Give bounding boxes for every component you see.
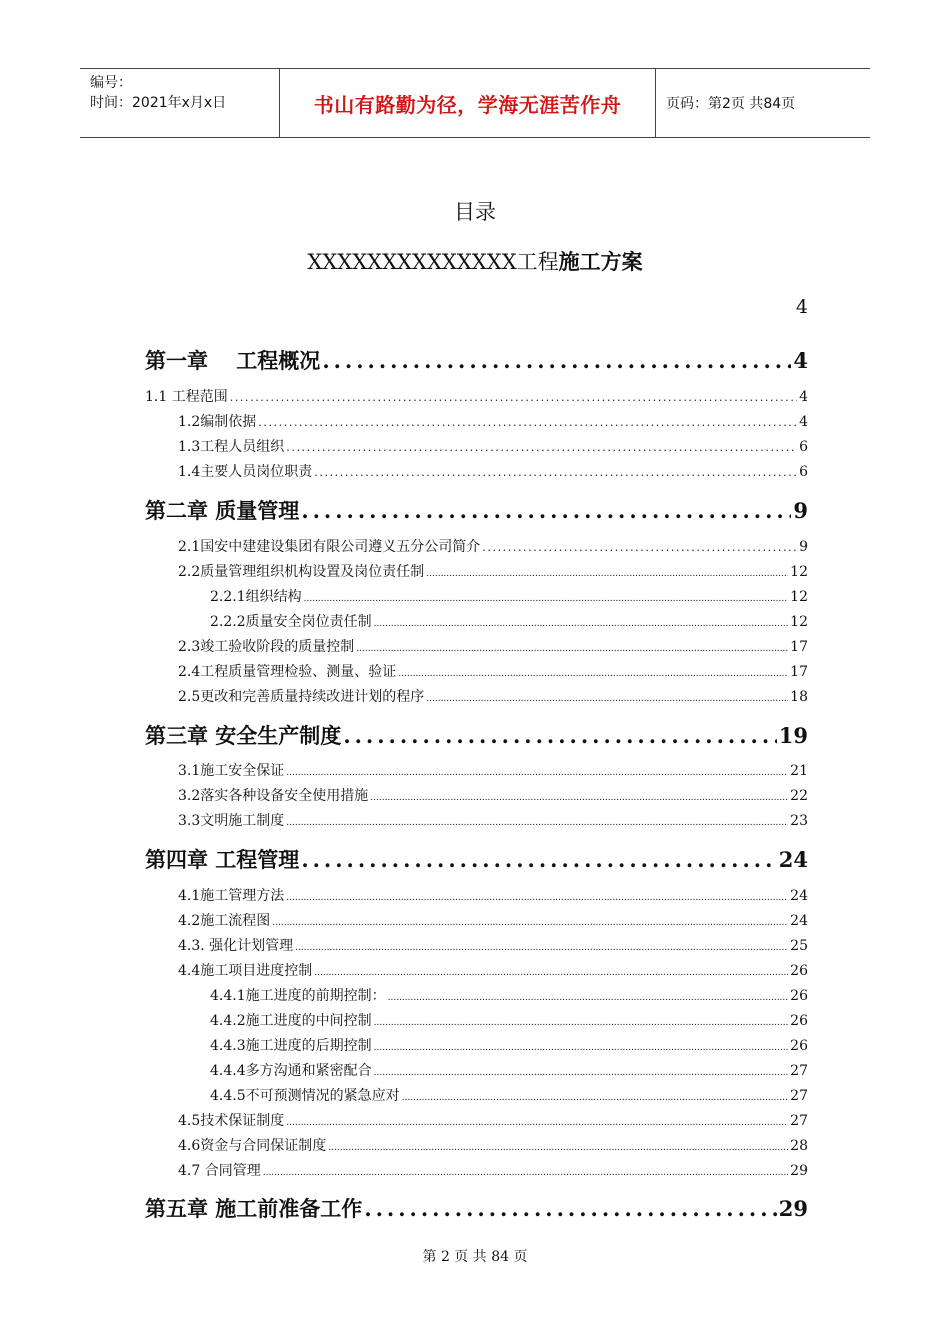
toc-entry-page: 12 [790,589,808,605]
toc-entry-page: 28 [790,1138,808,1154]
toc-section-entry [178,561,808,581]
toc-entry-title: 1.1 工程范围 [145,389,228,405]
toc-entry-title: 3.3文明施工制度 [178,813,285,829]
toc-dot-leader [388,993,789,1003]
toc-entry-page: 4 [799,414,808,430]
toc-dot-leader [301,498,791,523]
toc-entry-title: 4.4.4多方沟通和紧密配合 [210,1063,372,1079]
toc-entry-title: 第二章 质量管理 [145,498,300,523]
toc-entry-title: 第四章 工程管理 [145,847,300,872]
toc-entry-title: 4.4.2施工进度的中间控制 [210,1013,372,1029]
toc-entry-page: 25 [790,938,808,954]
header-motto: 书山有路勤为径，学海无涯苦作舟 [280,69,656,137]
toc-section-entry [178,785,808,805]
toc-entry-title: 3.1施工安全保证 [178,763,285,779]
toc-section-entry [178,436,808,456]
toc-dot-leader [343,723,776,748]
toc-entry-page: 6 [799,464,808,480]
toc-entry-page: 27 [790,1113,808,1129]
toc-entry-page: 12 [790,614,808,630]
toc-dot-leader [322,348,791,373]
toc-chapter-entry [145,495,808,525]
toc-entry-page: 21 [790,763,808,779]
toc-entry-title: 4.4.5不可预测情况的紧急应对 [210,1088,400,1104]
toc-entry-title: 2.2质量管理组织机构设置及岗位责任制 [178,564,425,580]
subtitle-plan: 施工方案 [558,249,643,274]
toc-entry-page: 9 [799,539,808,555]
toc-section-entry [178,910,808,930]
toc-section-entry [210,1010,808,1030]
toc-entry-title: 2.1国安中建建设集团有限公司遵义五分公司简介 [178,539,481,555]
toc-section-entry [210,611,808,631]
toc-section-entry [178,935,808,955]
toc-dot-leader [286,893,788,903]
toc-section-entry [178,760,808,780]
page-footer: 第 2 页 共 84 页 [422,1249,528,1265]
toc-entry-title: 4.2施工流程图 [178,913,271,929]
toc-section-entry [178,1110,808,1130]
toc-dot-leader [482,541,797,554]
toc-dot-leader [272,918,788,928]
toc-entry-page: 26 [790,1013,808,1029]
document-time: 时间：2021年x月x日 [90,95,227,111]
toc-section-entry [210,586,808,606]
toc-entry-title: 2.2.2质量安全岗位责任制 [210,614,372,630]
toc-entry-title: 2.3竣工验收阶段的质量控制 [178,639,355,655]
toc-entry-title: 4.4.1施工进度的前期控制： [210,988,386,1004]
toc-entry-title: 1.3工程人员组织 [178,439,285,455]
toc-entry-page: 22 [790,788,808,804]
toc-entry-title: 1.4主要人员岗位职责 [178,464,313,480]
toc-entry-title: 3.2落实各种设备安全使用措施 [178,788,369,804]
page-header [80,68,870,138]
toc-dot-leader [286,768,788,778]
document-subtitle [0,246,950,276]
toc-dot-leader [286,1118,788,1128]
toc-entry-title: 第三章 安全生产制度 [145,723,342,748]
toc-entry-title: 4.5技术保证制度 [178,1113,285,1129]
toc-dot-leader [230,391,797,404]
toc-entry-page: 24 [778,847,808,872]
toc-dot-leader [370,793,788,803]
toc-entry-page: 4 [793,348,808,373]
toc-entry-title: 4.4.3施工进度的后期控制 [210,1038,372,1054]
toc-section-entry [210,1085,808,1105]
toc-entry-title: 4.3. 强化计划管理 [178,938,294,954]
toc-entry-title: 2.5更改和完善质量持续改进计划的程序 [178,689,425,705]
toc-dot-leader [374,619,789,629]
toc-section-entry [210,1060,808,1080]
toc-dot-leader [286,441,797,454]
toc-chapter-entry [145,844,808,874]
toc-entry-page: 17 [790,664,808,680]
toc-dot-leader [402,1093,789,1103]
toc-section-entry [178,885,808,905]
toc-dot-leader [328,1143,788,1153]
toc-entry-page: 26 [790,963,808,979]
toc-entry-page: 9 [793,498,808,523]
toc-section-entry [178,1160,808,1180]
toc-entry-page: 27 [790,1063,808,1079]
toc-entry-title: 2.4工程质量管理检验、测量、验证 [178,664,397,680]
toc-entry-title: 1.2编制依据 [178,414,257,430]
page-title: 目录 [454,200,496,224]
toc-dot-leader [314,466,797,479]
toc-entry-title: 2.2.1组织结构 [210,589,302,605]
toc-entry-title: 第五章 施工前准备工作 [145,1196,363,1221]
toc-entry-page: 24 [790,913,808,929]
toc-entry-page: 27 [790,1088,808,1104]
toc-dot-leader [374,1018,789,1028]
toc-dot-leader [286,818,788,828]
toc-section-entry [178,461,808,481]
toc-dot-leader [263,1168,788,1178]
toc-section-entry [178,960,808,980]
toc-section-entry [178,686,808,706]
toc-dot-leader [356,644,788,654]
toc-section-entry [145,386,808,406]
toc-dot-leader [304,594,789,604]
toc-chapter-entry [145,1193,808,1223]
toc-entry-page: 26 [790,988,808,1004]
toc-section-entry [178,1135,808,1155]
toc-dot-leader [314,968,788,978]
toc-dot-leader [426,694,788,704]
toc-entry-title: 4.6资金与合同保证制度 [178,1138,327,1154]
toc-dot-leader [258,416,797,429]
toc-entry-page: 24 [790,888,808,904]
subtitle-project-name: XXXXXXXXXXXXXX工程 [307,250,559,274]
toc-chapter-entry [145,345,808,375]
toc-entry-page: 23 [790,813,808,829]
toc-entry-page: 29 [790,1163,808,1179]
toc-entry-page: 4 [799,389,808,405]
toc-section-entry [178,636,808,656]
toc-section-entry [210,985,808,1005]
toc-section-entry [210,1035,808,1055]
toc-dot-leader [364,1196,776,1221]
toc-entry-page: 19 [778,723,808,748]
toc-dot-leader [398,669,788,679]
toc-entry-title: 4.1施工管理方法 [178,888,285,904]
toc-dot-leader [426,569,788,579]
toc-dot-leader [374,1043,789,1053]
toc-dot-leader [301,847,776,872]
toc-entry-page: 26 [790,1038,808,1054]
toc-lone-page-number: 4 [795,296,808,318]
toc-dot-leader [295,943,788,953]
toc-entry-page: 29 [778,1196,808,1221]
toc-section-entry [178,810,808,830]
toc-entry-page: 6 [799,439,808,455]
toc-section-entry [178,411,808,431]
header-meta [80,69,280,137]
toc-entry-title: 4.7 合同管理 [178,1163,261,1179]
toc-section-entry [178,661,808,681]
toc-dot-leader [374,1068,789,1078]
toc-entry-page: 12 [790,564,808,580]
toc-entry-page: 18 [790,689,808,705]
toc-entry-title: 第一章 工程概况 [145,348,321,373]
toc-chapter-entry [145,720,808,750]
header-page-info: 页码：第2页 共84页 [666,96,796,112]
toc-section-entry [178,536,808,556]
toc-entry-page: 17 [790,639,808,655]
toc-entry-title: 4.4施工项目进度控制 [178,963,313,979]
document-number-label: 编号： [90,75,132,91]
